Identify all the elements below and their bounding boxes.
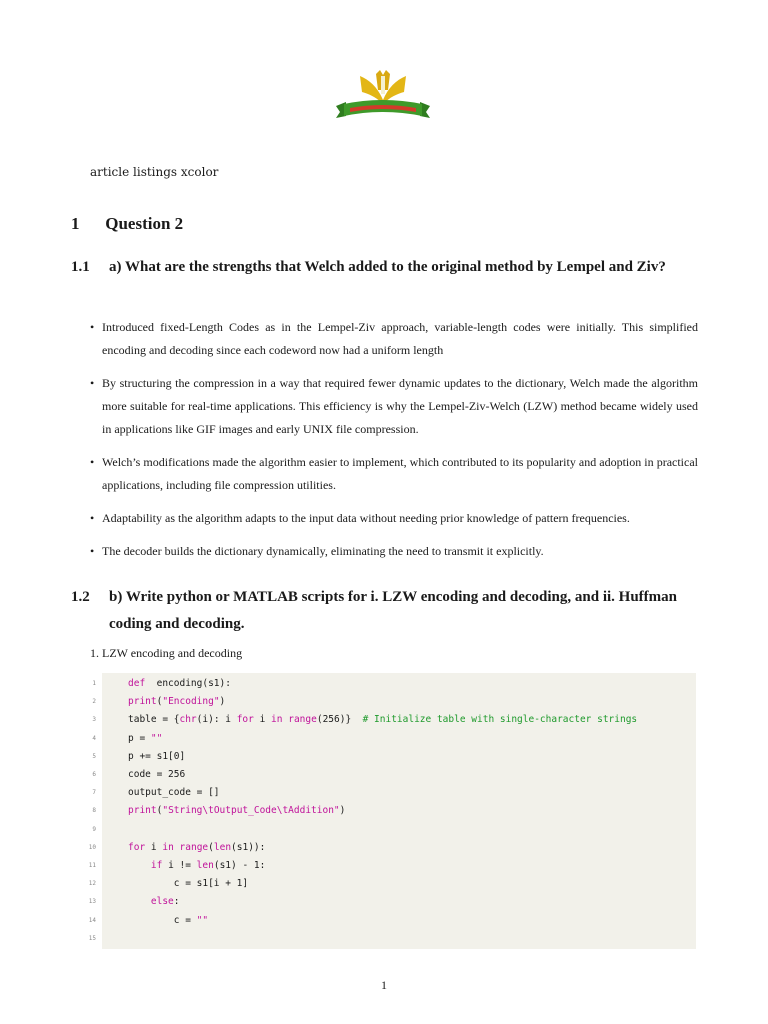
code-text: c = "" [128,914,209,926]
code-text: else: [150,896,180,908]
section-heading [71,214,183,234]
subsection-b-title: b) Write python or MATLAB scripts for i. LZW encoding and decoding, and ii. Huffman coding and decoding. [109,589,678,632]
line-number: 8 [92,807,96,815]
line-number: 1 [92,680,96,687]
list-item: • By structuring the compression in a way that required fewer dynamic updates to the dictionary, Welch made the algorithm more suitable for real-time applications. This efficiency is why the Lempel-Ziv-Welch (LZW) method became widely used in applications like GIF images and early UNIX file compression. [90,372,698,441]
list-item: • Welch’s modifications made the algorithm easier to implement, which contributed to its popularity and adoption in practical applications, including file compression utilities. [90,451,698,497]
line-number: 15 [88,934,96,942]
line-number: 2 [92,698,96,706]
list-item: • The decoder builds the dictionary dynamically, eliminating the need to transmit it explicitly. [90,540,698,563]
line-number: 6 [92,771,96,778]
preamble-text: article listings xcolor [90,165,219,179]
line-number: 11 [88,862,96,869]
line-number: 14 [88,916,96,924]
line-number: 13 [88,898,96,906]
code-listing [88,673,696,949]
subsection-b-heading [71,584,701,638]
code-text: print("Encoding") [128,696,226,708]
code-text: c = s1[i + 1] [128,878,249,890]
line-number: 4 [92,734,96,742]
code-text: if i != len(s1) - 1: [150,860,266,871]
code-text: p = "" [128,732,163,744]
code-text: def encoding(s1): [128,678,231,689]
strengths-list [90,316,698,573]
line-number: 7 [92,789,96,797]
subsection-a-heading [71,254,701,281]
line-number: 9 [92,825,96,833]
code-text: output_code = [] [128,787,220,799]
line-number: 12 [88,880,96,888]
section-number: 1 [71,214,80,233]
line-number: 3 [92,716,96,724]
code-text: table = {chr(i): i for i in range(256)} # Initialize table with single-character strings [128,714,638,726]
code-text: code = 256 [128,769,186,780]
subsection-a-title: a) What are the strengths that Welch added to the original method by Lempel and Ziv? [109,259,666,275]
line-number: 5 [92,752,96,760]
list-item: • Introduced fixed-Length Codes as in the Lempel-Ziv approach, variable-length codes were initially. This simplified encoding and decoding since each codeword now had a uniform length [90,316,698,362]
university-crest-logo [332,66,434,128]
list-item: • Adaptability as the algorithm adapts to the input data without needing prior knowledge of pattern frequencies. [90,507,698,530]
subsection-b-number: 1.2 [71,589,90,605]
code-text: print("String\tOutput_Code\tAddition") [128,805,346,817]
line-number: 10 [88,843,96,851]
code-text: for i in range(len(s1)): [128,841,266,853]
section-title: Question 2 [105,214,184,233]
code-text: p += s1[0] [128,750,186,762]
page-number: 1 [381,978,387,992]
subsection-a-number: 1.1 [71,259,90,275]
enumerated-item: 1. LZW encoding and decoding [90,646,243,660]
